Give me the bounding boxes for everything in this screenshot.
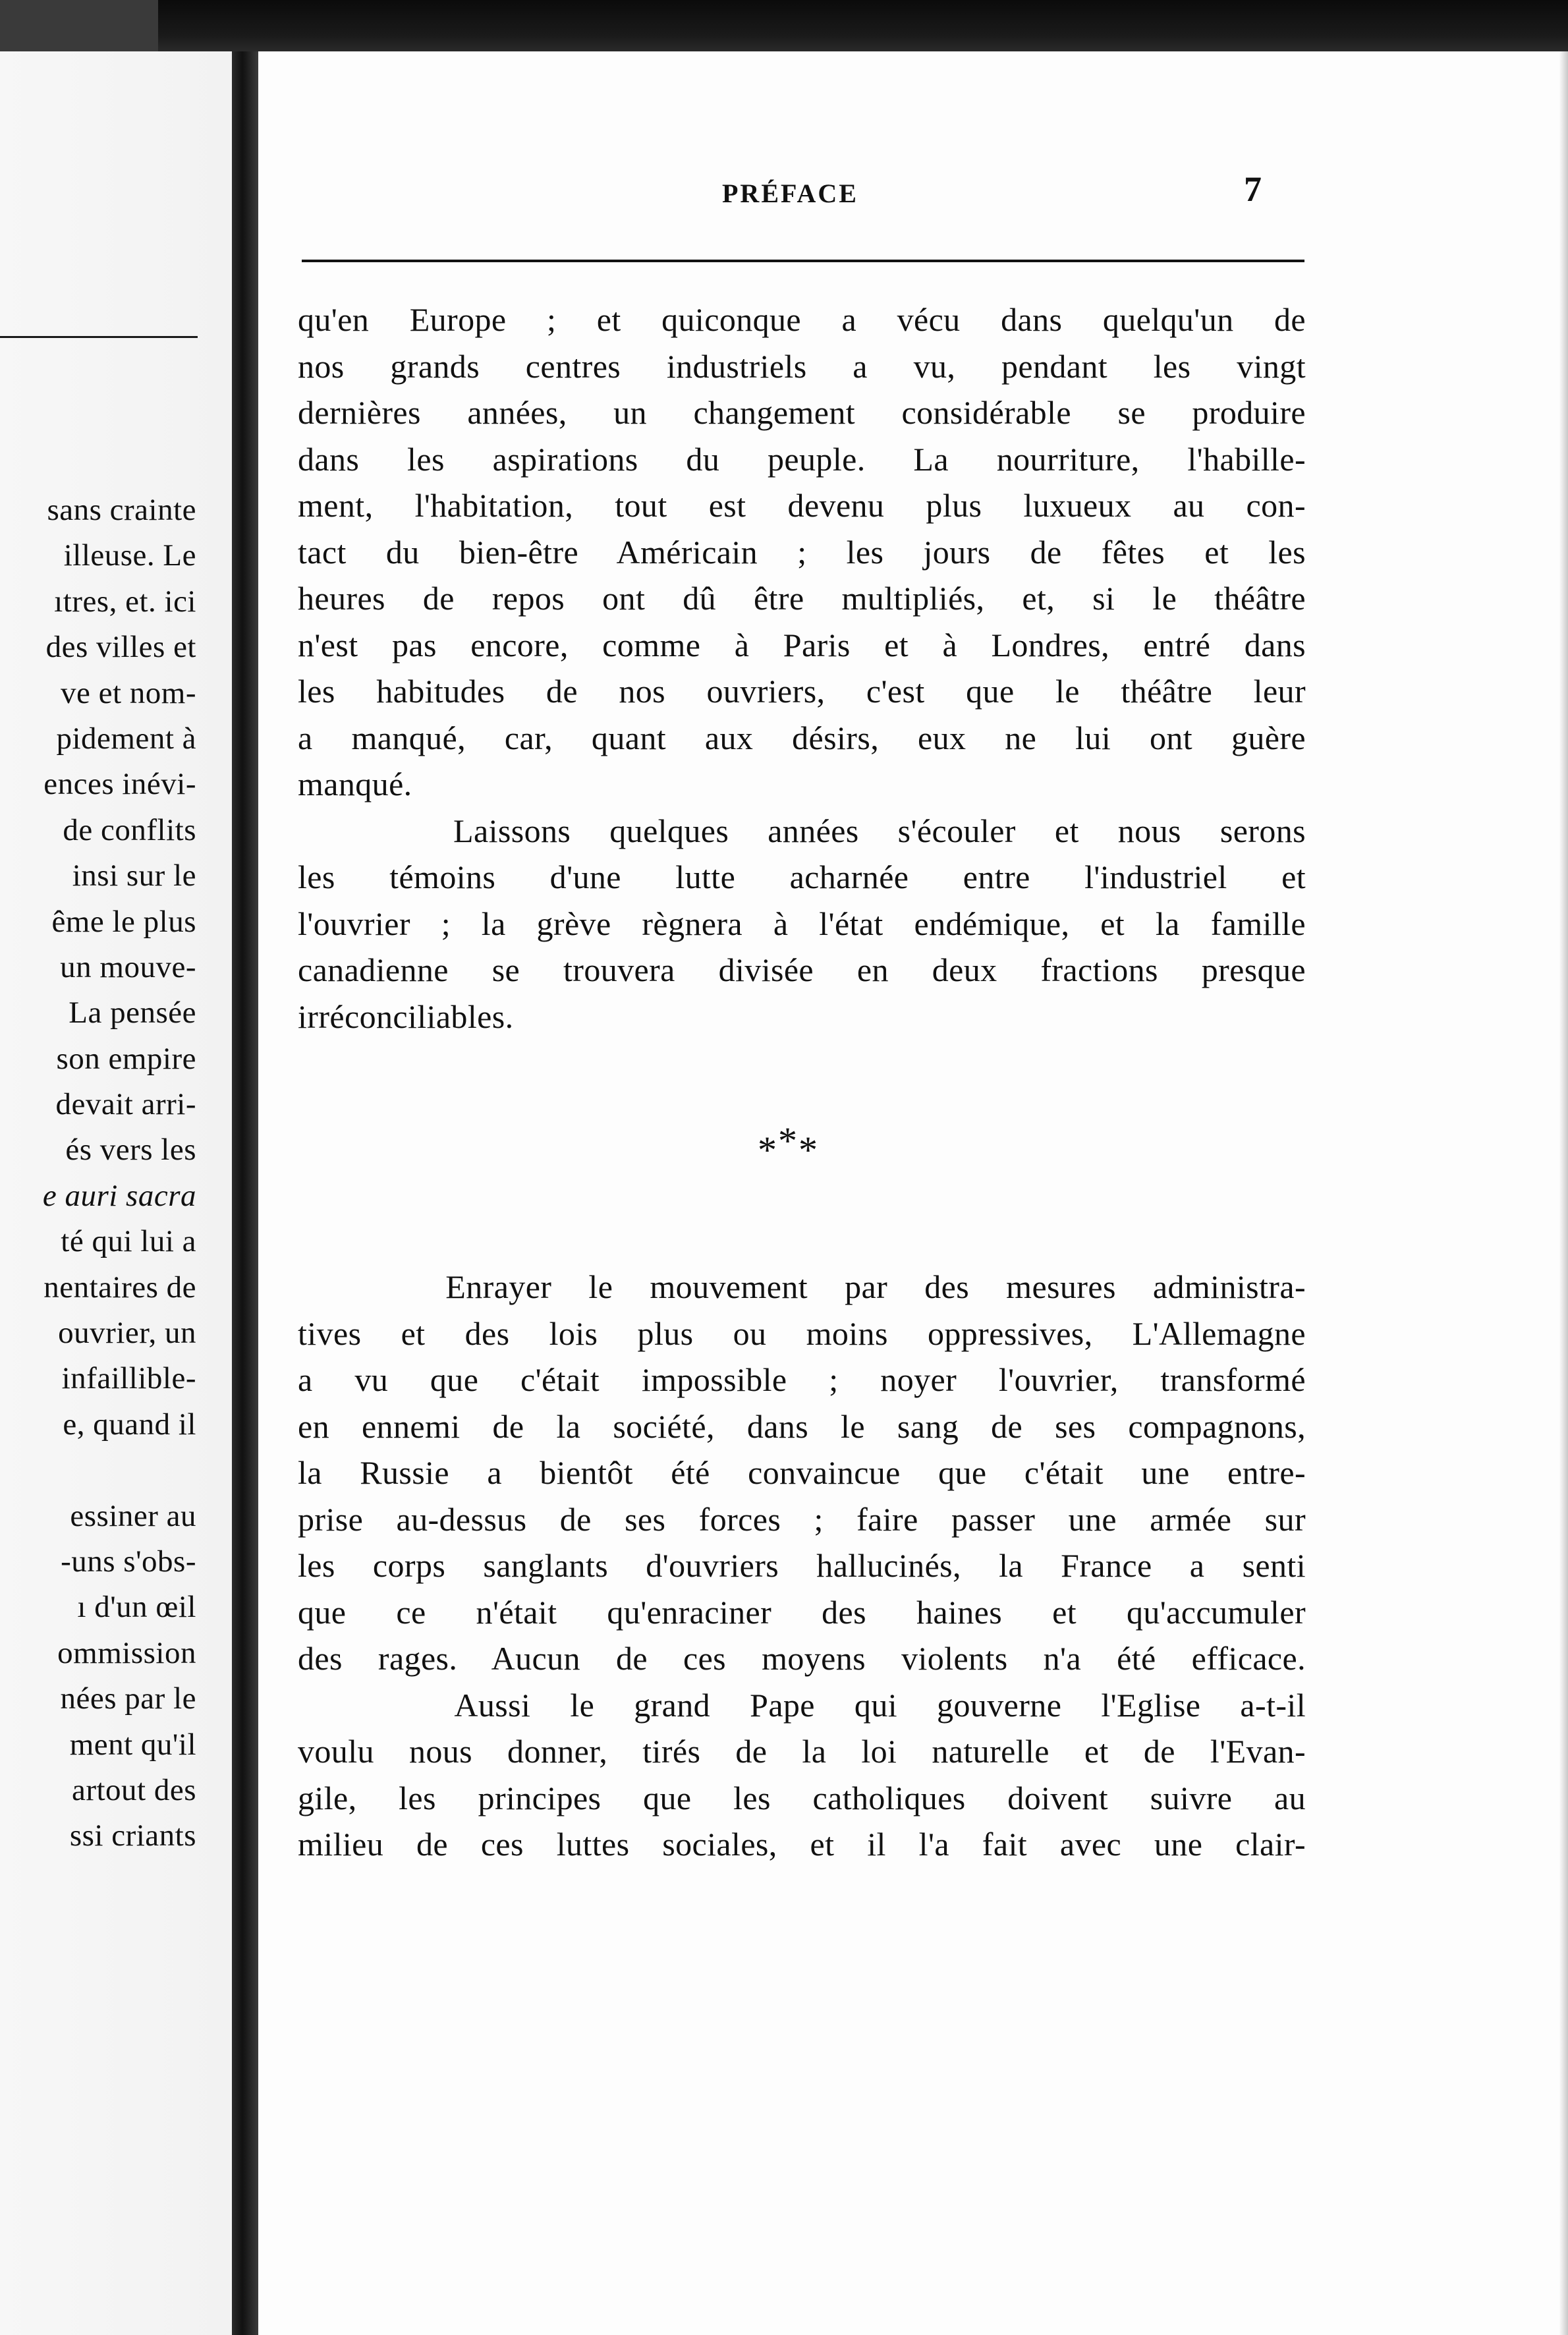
left-line: ment qu'il [69, 1727, 196, 1762]
text-line: Laissons quelques années s'écouler et nous serons [298, 812, 1306, 849]
left-line: sans crainte [47, 493, 196, 527]
left-page-rule [0, 336, 198, 338]
text-line: ment, l'habitation, tout est devenu plus luxueux au con- [298, 487, 1306, 524]
page-number: 7 [1244, 169, 1262, 209]
text-line: milieu de ces luttes sociales, et il l'a fait avec une clair- [298, 1826, 1306, 1863]
asterism-star: * [798, 1129, 819, 1171]
left-page-fragment [0, 51, 232, 2335]
text-line: irréconciliables. [298, 998, 514, 1035]
header-rule [302, 260, 1304, 262]
left-line [43, 1448, 196, 1493]
text-block-top [298, 296, 1306, 1040]
left-line: artout des [71, 1772, 196, 1807]
left-line: essiner au [70, 1498, 196, 1533]
text-line: canadienne se trouvera divisée en deux fractions presque [298, 951, 1306, 988]
text-line: prise au-dessus de ses forces ; faire passer une armée sur [298, 1500, 1306, 1538]
text-line: n'est pas encore, comme à Paris et à Londres, entré dans [298, 626, 1306, 663]
text-line: Aussi le grand Pape qui gouverne l'Eglise a-t-il [298, 1686, 1306, 1724]
text-line: dans les aspirations du peuple. La nourriture, l'habille- [298, 440, 1306, 478]
text-line: tact du bien-être Américain ; les jours de fêtes et les [298, 533, 1306, 571]
left-line: insi sur le [72, 858, 196, 893]
left-line: son empire [56, 1041, 196, 1076]
left-line: ommission [57, 1635, 196, 1670]
left-line: ême le plus [51, 904, 196, 939]
scan-top-strip [0, 0, 1568, 51]
left-line: -uns s'obs- [61, 1544, 196, 1579]
text-line: a vu que c'était impossible ; noyer l'ouvrier, transformé [298, 1361, 1306, 1398]
text-line: des rages. Aucun de ces moyens violents n'a été efficace. [298, 1640, 1306, 1677]
left-line: de conflits [63, 812, 196, 847]
text-line: voulu nous donner, tirés de la loi naturelle et de l'Evan- [298, 1733, 1306, 1770]
left-line: des villes et [45, 630, 196, 665]
left-line: illeuse. Le [63, 538, 196, 573]
text-line: l'ouvrier ; la grève règnera à l'état endémique, et la famille [298, 905, 1306, 942]
text-line: en ennemi de la société, dans le sang de ses compagnons, [298, 1407, 1306, 1445]
left-page-lines [43, 488, 196, 1859]
running-head: PRÉFACE [722, 179, 858, 208]
text-line: a manqué, car, quant aux désirs, eux ne lui ont guère [298, 719, 1306, 756]
text-line: heures de repos ont dû être multipliés, et, si le théâtre [298, 580, 1306, 617]
left-line: ve et nom- [61, 675, 196, 710]
left-line: e, quand il [63, 1407, 196, 1442]
text-line: tives et des lois plus ou moins oppressives, L'Allemagne [298, 1314, 1306, 1352]
text-line: manqué. [298, 766, 412, 802]
text-line: nos grands centres industriels a vu, pendant les vingt [298, 347, 1306, 385]
left-line: nées par le [60, 1681, 196, 1716]
text-line: les habitudes de nos ouvriers, c'est que le théâtre leur [298, 673, 1306, 710]
text-line: qu'en Europe ; et quiconque a vécu dans quelqu'un de [298, 301, 1306, 338]
left-line: infaillible- [61, 1361, 196, 1396]
left-line: devait arri- [55, 1087, 196, 1122]
left-line: ssi criants [69, 1818, 196, 1853]
text-line: les témoins d'une lutte acharnée entre l'industriel et [298, 858, 1306, 895]
text-line: la Russie a bientôt été convaincue que c'était une entre- [298, 1454, 1306, 1491]
text-line: gile, les principes que les catholiques doivent suivre au [298, 1779, 1306, 1816]
book-gutter [232, 51, 258, 2335]
left-line: ences inévi- [43, 767, 196, 802]
text-line: Enrayer le mouvement par des mesures administra- [298, 1268, 1306, 1305]
left-line: és vers les [65, 1133, 196, 1168]
text-line: que ce n'était qu'enraciner des haines et qu'accumuler [298, 1593, 1306, 1631]
page-edge-shadow [1559, 51, 1568, 2335]
left-line: ıtres, et. ici [54, 584, 196, 619]
left-line: ı d'un œil [77, 1590, 196, 1625]
left-line: té qui lui a [61, 1224, 196, 1259]
left-line: La pensée [69, 996, 196, 1030]
text-line: les corps sanglants d'ouvriers hallucinés, la France a senti [298, 1547, 1306, 1584]
left-line: e auri sacra [42, 1178, 196, 1213]
left-line: pidement à [56, 721, 196, 756]
text-block-bottom [298, 1264, 1306, 1868]
asterism-star: * [778, 1119, 798, 1162]
section-asterism [758, 1119, 819, 1172]
left-line: un mouve- [60, 949, 196, 984]
scan-top-corner [0, 0, 158, 51]
left-line: ouvrier, un [58, 1316, 196, 1351]
asterism-star: * [758, 1129, 778, 1171]
left-line: nentaires de [43, 1270, 196, 1305]
text-line: dernières années, un changement considérable se produire [298, 394, 1306, 431]
